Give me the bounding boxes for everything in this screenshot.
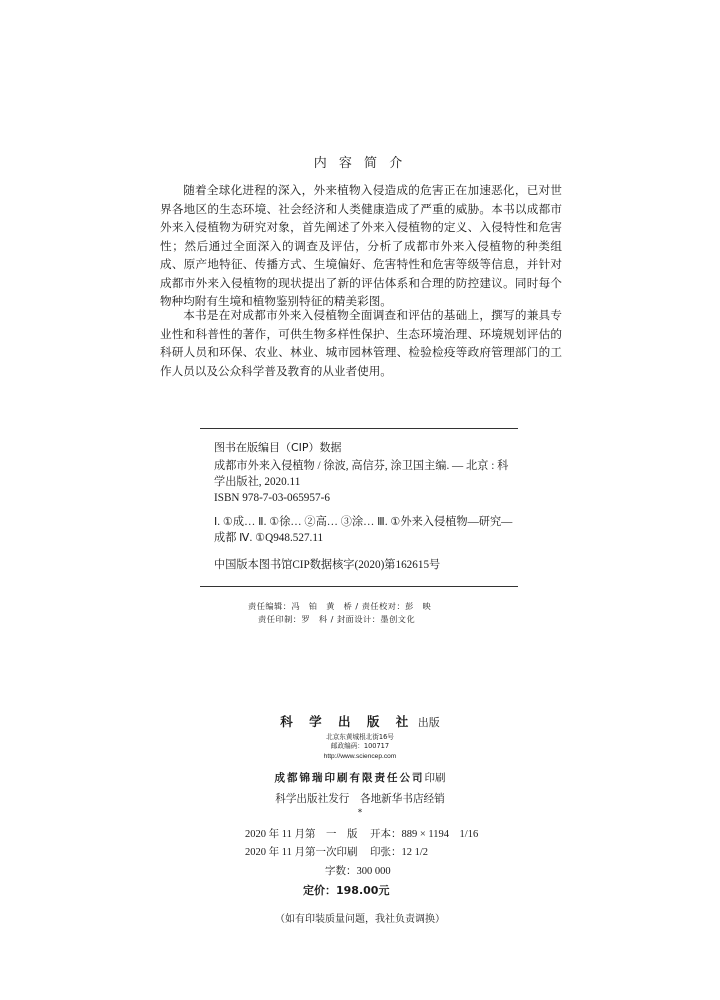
- publisher-zip: 邮政编码：100717: [330, 742, 390, 750]
- printer-name: 成都锦瑞印刷有限责任公司: [274, 772, 425, 784]
- cip-entry-block: [214, 458, 514, 506]
- publisher-url: http://www.sciencep.com: [323, 753, 397, 760]
- credits-production: 责任印制：罗 科 / 封面设计：墨创文化: [258, 614, 416, 624]
- publisher-line: [0, 712, 720, 730]
- printing: 2020 年 11 月第一次印刷: [245, 847, 358, 858]
- cip-bottom-rule: [200, 586, 518, 587]
- cip-isbn: ISBN 978-7-03-065957-6: [214, 492, 330, 504]
- cip-entry: 成都市外来入侵植物 / 徐波, 高信芬, 涂卫国主编. — 北京 : 科学出版社, 2020.11: [214, 460, 509, 488]
- credits-editors: 责任编辑：冯 铂 黄 桥 / 责任校对：彭 映: [248, 601, 432, 611]
- summary-title: 内 容 简 介: [313, 156, 407, 171]
- cip-record-number: 中国版本图书馆CIP数据核字(2020)第162615号: [214, 559, 441, 571]
- printer-line: [0, 770, 720, 785]
- quality-note: （如有印装质量问题，我社负责调换）: [275, 914, 445, 925]
- cip-title: 图书在版编目（CIP）数据: [214, 441, 342, 454]
- cip-top-rule: [200, 428, 518, 429]
- edition-row: [245, 826, 479, 841]
- printing-row: [245, 844, 429, 859]
- cip-classification: Ⅰ. ①成… Ⅱ. ①徐… ②高… ③涂… Ⅲ. ①外来入侵植物—研究—成都 Ⅳ. ①Q948.527.11: [214, 516, 513, 544]
- publisher-name: 科 学 出 版 社: [280, 714, 415, 729]
- summary-paragraph-2: 本书是在对成都市外来入侵植物全面调查和评估的基础上，撰写的兼具专业性和科普性的著作，可供生物多样性保护、生态环境治理、环境规划评估的科研人员和环保、农业、林业、城市园林管理、检验检疫等政府管理部门的工作人员以及公众科学普及教育的从业者使用。: [160, 308, 562, 378]
- summary-paragraph-1: 随着全球化进程的深入，外来植物入侵造成的危害正在加速恶化，已对世界各地区的生态环境、社会经济和人类健康造成了严重的威胁。本书以成都市外来入侵植物为研究对象，首先阐述了外来入侵植物的定义、入侵特性和危害性；然后通过全面深入的调查及评估，分析了成都市外来入侵植物的种类组成、原产地特征、传播方式、生境偏好、危害特性和危害等级等信息，并针对成都市外来入侵植物的现状提出了新的评估体系和合理的防控建议。同时每个物种均附有生境和植物鉴别特征的精美彩图。: [160, 183, 562, 308]
- word-count: 字数：300 000: [325, 866, 391, 877]
- edition: 2020 年 11 月第 一 版: [245, 829, 358, 840]
- publisher-address: 北京东黄城根北街16号: [326, 733, 394, 741]
- format: 开本：889 × 1194 1/16: [370, 829, 479, 840]
- sheets: 印张：12 1/2: [370, 847, 429, 858]
- distribution-line: 科学出版社发行 各地新华书店经销: [275, 793, 445, 805]
- publisher-suffix: 出版: [417, 716, 440, 729]
- separator-star: *: [357, 808, 363, 818]
- printer-suffix: 印刷: [424, 772, 446, 784]
- price: 定价：198.00元: [303, 884, 390, 897]
